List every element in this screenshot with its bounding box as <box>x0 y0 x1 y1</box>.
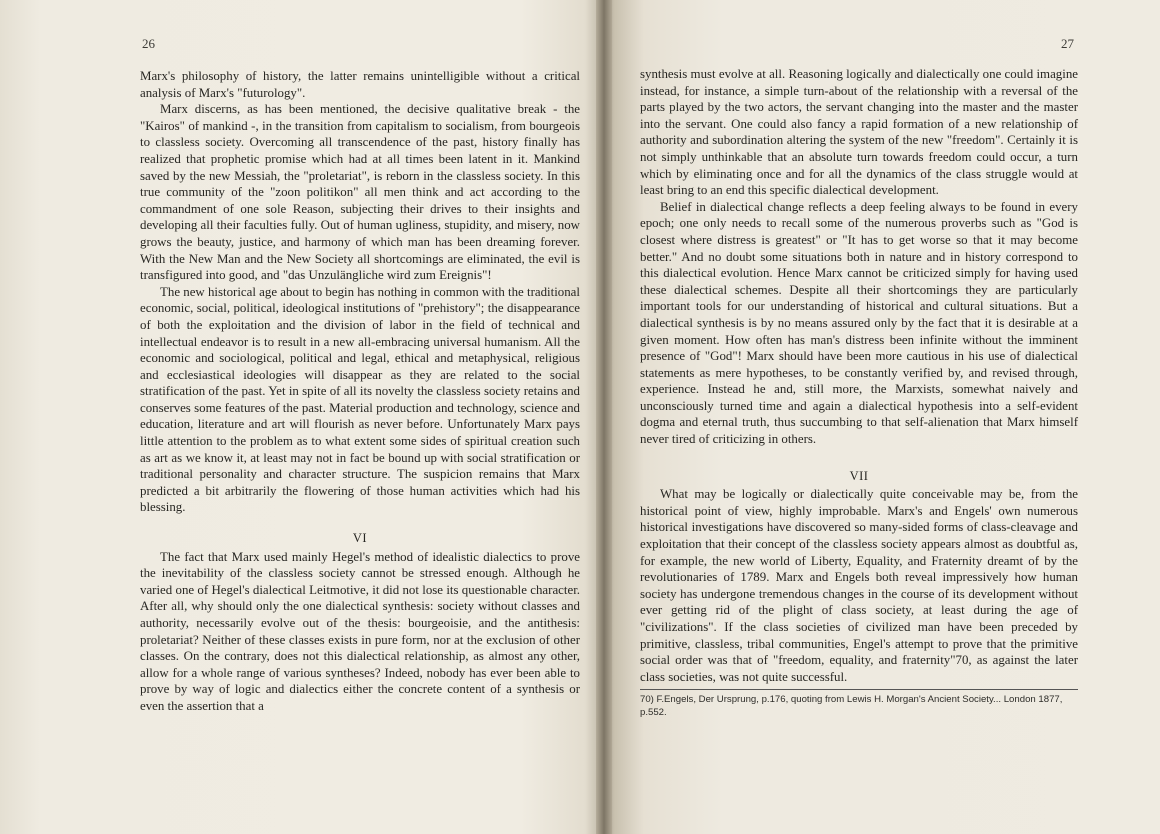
footnote: 70) F.Engels, Der Ursprung, p.176, quoting from Lewis H. Morgan's Ancient Society... London 1877, p.552. <box>640 689 1078 719</box>
section-heading: VII <box>849 468 869 483</box>
right-page <box>604 0 1160 834</box>
page-number: 27 <box>1061 36 1074 51</box>
book-gutter <box>596 0 612 834</box>
page-number: 26 <box>142 36 155 51</box>
paragraph: What may be logically or dialectically quite conceivable may be, from the historical point of view, highly improbable. Marx's and Engels' own numerous historical investigations have discovered so many-sided forms of class-cleavage and exploitation that their concept of the classless society appears almost as doubtful as, for example, the new world of Liberty, Equality, and Fraternity dreamt of by the revolutionaries of 1789. Marx and Engels both reveal impressively how human society has undergone tremendous changes in the course of its development without ever getting rid of the plight of class society, at least during the age of "civilizations". If the class societies of civilized man have been preceded by primitive, classless, tribal communities, Engel's attempt to prove that the primitive social order was that of "freedom, equality, and fraternity"70, as against the later class societies, was not quite successful. <box>640 487 1078 684</box>
section-heading: VI <box>352 531 368 546</box>
paragraph: synthesis must evolve at all. Reasoning logically and dialectically one could imagine instead, for instance, a simple turn-about of the relationship with a reversal of the parts played by the two actors, the servant changing into the master and the master into the servant. One could also fancy a rapid formation of a new relationship of authority and subordination altering the system of the new "freedom". Certainly it is not simply unthinkable that an absolute turn towards freedom could occur, a turn which by eliminating once and for all the dynamics of the class struggle would at least bring to an end this specific dialectical development. <box>640 67 1078 198</box>
paragraph: Belief in dialectical change reflects a deep feeling always to be found in every epoch; one only needs to recall some of the numerous proverbs such as "God is closest where distress is greatest" or "It has to get worse so that it may become better." And no doubt some situations both in nature and in history correspond to this dialectical evolution. Hence Marx cannot be criticized simply for having used these dialectical schemes. Despite all their shortcomings they are particularly important tools for our understanding of historical and cultural situations. But a dialectical synthesis is by no means assured only by the fact that it is desirable at a given moment. How often has man's distress been infinite without the imminent presence of "God"! Marx should have been more cautious in his use of dialectical statements as mere hypotheses, to be constantly verified by, and revised through, experience. Instead he and, still more, the Marxists, somewhat naively and unconsciously turned time and again a dialectical hypothesis into a self-evident dogma and eternal truth, thus succumbing to that self-alienation that Marx himself never tired of criticizing in others. <box>640 199 1078 447</box>
paragraph: The new historical age about to begin has nothing in common with the traditional economic, social, political, ideological institutions of "prehistory"; the disappearance of both the exploitation and the division of labor in the field of technical and intellectual endeavor is to result in a new all-embracing universal humanism. All the economic and sociological, political and legal, ethical and metaphysical, religious and ecclesiastical ideologies will disappear as they are related to the social stratification of the past. Yet in spite of all its novelty the classless society retains and conserves some features of the past. Material production and technology, science and education, literature and art will flourish as never before. Unfortunately Marx pays little attention to the problem as to what extent some sides of spiritual creation such as art as we know it, at least may not in fact be bound up with social stratification or traditional personality and character structure. The suspicion remains that Marx predicted a bit arbitrarily the flowering of those human activities which had his blessing. <box>140 284 580 515</box>
right-page-body <box>640 66 1078 719</box>
paragraph: Marx discerns, as has been mentioned, the decisive qualitative break - the "Kairos" of mankind -, in the transition from capitalism to socialism, from bourgeois to classless society. Overcoming all transcendence of the past, history finally has realized that prophetic promise which had at all times been latent in it. Mankind saved by the new Messiah, the "proletariat", is reborn in the classless society. In this true community of the "zoon politikon" all men think and act according to the commandment of one sole Reason, subjecting their drives to their insights and developing all their faculties fully. Out of human ugliness, stupidity, and misery, now grows the beauty, justice, and harmony of which man has been dreaming forever. With the New Man and the New Society all shortcomings are eliminated, the evil is transfigured into good, and "das Unzulängliche wird zum Ereignis"! <box>140 102 580 283</box>
paragraph: Marx's philosophy of history, the latter remains unintelligible without a critical analysis of Marx's "futurology". <box>140 69 580 100</box>
paragraph: The fact that Marx used mainly Hegel's method of idealistic dialectics to prove the inevitability of the classless society cannot be stressed enough. Although he varied one of Hegel's dialectical Leitmotive, it did not lose its questionable character. After all, why should only the one dialectical synthesis: society without classes and authority, necessarily evolve out of the thesis: bourgeoisie, and the antithesis: proletariat? Neither of these classes exists in pure form, nor at the exclusion of other classes. On the contrary, does not this dialectical relationship, as almost any other, allow for a whole range of various syntheses? Indeed, nobody has ever been able to prove by way of logic and dialectics either the concrete content of a synthesis or even the assertion that a <box>140 549 580 713</box>
left-page-body <box>140 68 580 715</box>
